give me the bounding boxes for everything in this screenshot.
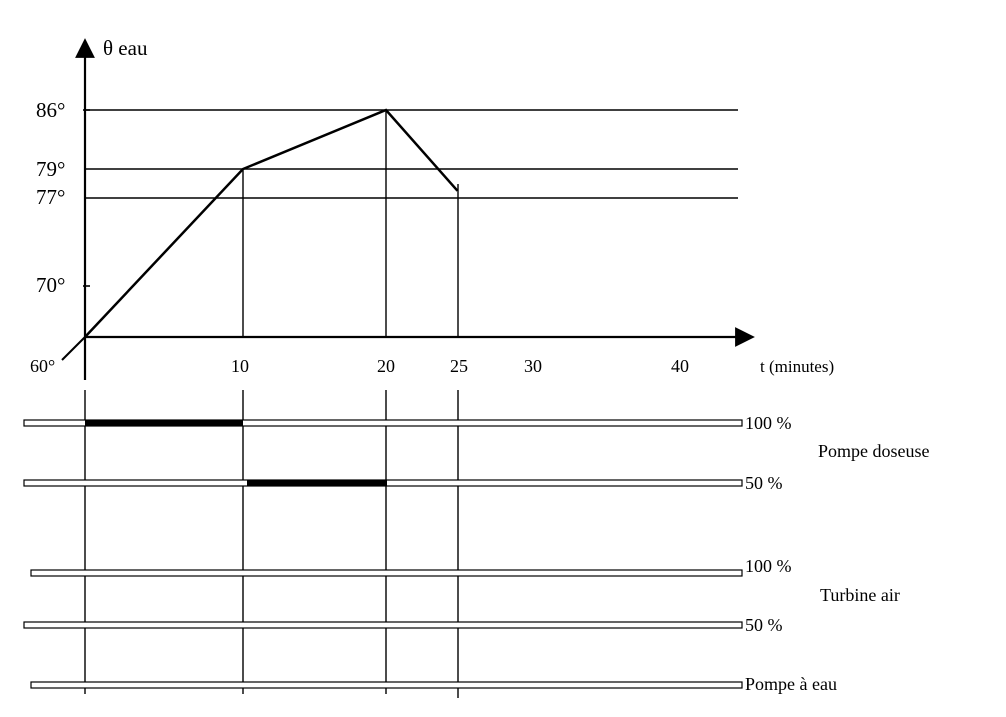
x-tick-label: 25 <box>450 356 468 376</box>
level-label: 100 % <box>745 556 792 576</box>
y-tick-label: 70° <box>36 273 66 297</box>
level-label: 100 % <box>745 413 792 433</box>
x-tick-label: 40 <box>671 356 689 376</box>
x-tick-label: 20 <box>377 356 395 376</box>
y-tick-label: 86° <box>36 98 66 122</box>
y-tick-label: 79° <box>36 157 66 181</box>
level-label: 50 % <box>745 615 783 635</box>
origin-diagonal <box>62 337 85 360</box>
bar-pompe-eau <box>31 682 742 688</box>
active-segment-pompe-doseuse-100 <box>85 420 243 426</box>
y-tick-label: 77° <box>36 185 66 209</box>
series-line <box>85 110 458 337</box>
bar-turbine-air-100 <box>31 570 742 576</box>
active-segment-pompe-doseuse-50 <box>247 480 387 486</box>
y-axis-label: θ eau <box>103 36 148 60</box>
group-label-pompe-doseuse: Pompe doseuse <box>818 441 930 461</box>
x-tick-label: 30 <box>524 356 542 376</box>
group-label-pompe-eau: Pompe à eau <box>745 674 837 694</box>
origin-label: 60° <box>30 356 56 376</box>
level-label: 50 % <box>745 473 783 493</box>
x-axis-label: t (minutes) <box>760 357 835 376</box>
group-label-turbine-air: Turbine air <box>820 585 900 605</box>
x-tick-label: 10 <box>231 356 249 376</box>
bar-turbine-air-50 <box>24 622 742 628</box>
